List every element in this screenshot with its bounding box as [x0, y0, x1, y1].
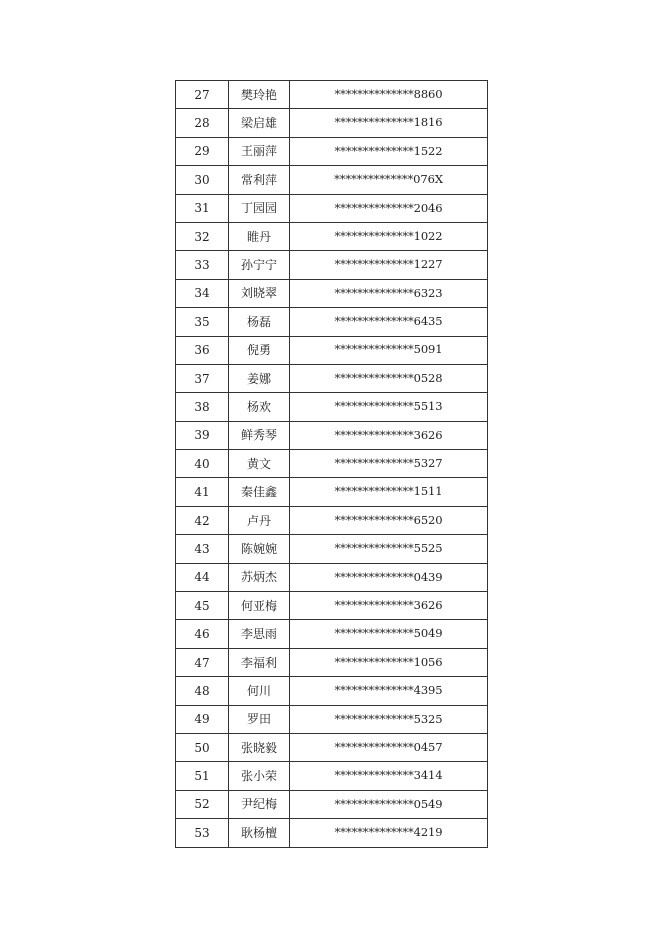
name-cell: 杨欢 [229, 393, 290, 421]
table-row [176, 819, 488, 847]
masked-id-cell: **************6323 [290, 279, 488, 307]
row-number-cell: 36 [176, 336, 229, 364]
name-cell: 张晓毅 [229, 733, 290, 761]
roster-table-body [176, 81, 488, 848]
row-number-cell: 28 [176, 109, 229, 137]
row-number-cell: 43 [176, 535, 229, 563]
name-cell: 耿杨檀 [229, 819, 290, 847]
name-cell: 梁启雄 [229, 109, 290, 137]
row-number-cell: 39 [176, 421, 229, 449]
row-number-cell: 45 [176, 592, 229, 620]
name-cell: 杨磊 [229, 308, 290, 336]
table-row [176, 733, 488, 761]
table-row [176, 194, 488, 222]
name-cell: 黄文 [229, 450, 290, 478]
table-row [176, 308, 488, 336]
masked-id-cell: **************5327 [290, 450, 488, 478]
masked-id-cell: **************1022 [290, 222, 488, 250]
table-row [176, 137, 488, 165]
row-number-cell: 40 [176, 450, 229, 478]
table-row [176, 506, 488, 534]
masked-id-cell: **************5049 [290, 620, 488, 648]
table-row [176, 762, 488, 790]
table-row [176, 109, 488, 137]
name-cell: 丁园园 [229, 194, 290, 222]
table-row [176, 648, 488, 676]
row-number-cell: 31 [176, 194, 229, 222]
name-cell: 李思雨 [229, 620, 290, 648]
table-row [176, 563, 488, 591]
masked-id-cell: **************8860 [290, 81, 488, 109]
row-number-cell: 29 [176, 137, 229, 165]
name-cell: 睢丹 [229, 222, 290, 250]
row-number-cell: 44 [176, 563, 229, 591]
name-cell: 刘晓翠 [229, 279, 290, 307]
table-row [176, 222, 488, 250]
row-number-cell: 48 [176, 677, 229, 705]
row-number-cell: 52 [176, 790, 229, 818]
name-cell: 尹纪梅 [229, 790, 290, 818]
table-row [176, 450, 488, 478]
table-row [176, 705, 488, 733]
masked-id-cell: **************4219 [290, 819, 488, 847]
name-cell: 樊玲艳 [229, 81, 290, 109]
table-row [176, 364, 488, 392]
masked-id-cell: **************4395 [290, 677, 488, 705]
masked-id-cell: **************0457 [290, 733, 488, 761]
name-cell: 罗田 [229, 705, 290, 733]
masked-id-cell: **************6435 [290, 308, 488, 336]
name-cell: 孙宁宁 [229, 251, 290, 279]
table-row [176, 478, 488, 506]
row-number-cell: 27 [176, 81, 229, 109]
row-number-cell: 51 [176, 762, 229, 790]
masked-id-cell: **************3626 [290, 421, 488, 449]
masked-id-cell: **************0549 [290, 790, 488, 818]
row-number-cell: 34 [176, 279, 229, 307]
name-cell: 王丽萍 [229, 137, 290, 165]
masked-id-cell: **************5525 [290, 535, 488, 563]
masked-id-cell: **************0439 [290, 563, 488, 591]
name-cell: 秦佳鑫 [229, 478, 290, 506]
name-cell: 鲜秀琴 [229, 421, 290, 449]
table-row [176, 336, 488, 364]
masked-id-cell: **************1816 [290, 109, 488, 137]
table-row [176, 251, 488, 279]
table-row [176, 166, 488, 194]
table-row [176, 790, 488, 818]
table-row [176, 81, 488, 109]
row-number-cell: 47 [176, 648, 229, 676]
masked-id-cell: **************3626 [290, 592, 488, 620]
row-number-cell: 37 [176, 364, 229, 392]
table-row [176, 421, 488, 449]
name-cell: 李福利 [229, 648, 290, 676]
roster-table [175, 80, 488, 848]
row-number-cell: 30 [176, 166, 229, 194]
masked-id-cell: **************6520 [290, 506, 488, 534]
row-number-cell: 41 [176, 478, 229, 506]
table-row [176, 620, 488, 648]
masked-id-cell: **************5091 [290, 336, 488, 364]
row-number-cell: 38 [176, 393, 229, 421]
table-row [176, 279, 488, 307]
row-number-cell: 42 [176, 506, 229, 534]
name-cell: 何亚梅 [229, 592, 290, 620]
masked-id-cell: **************1522 [290, 137, 488, 165]
masked-id-cell: **************0528 [290, 364, 488, 392]
row-number-cell: 33 [176, 251, 229, 279]
table-row [176, 592, 488, 620]
name-cell: 陈婉婉 [229, 535, 290, 563]
name-cell: 倪勇 [229, 336, 290, 364]
masked-id-cell: **************2046 [290, 194, 488, 222]
name-cell: 卢丹 [229, 506, 290, 534]
table-row [176, 535, 488, 563]
row-number-cell: 49 [176, 705, 229, 733]
name-cell: 张小荣 [229, 762, 290, 790]
name-cell: 何川 [229, 677, 290, 705]
row-number-cell: 50 [176, 733, 229, 761]
masked-id-cell: **************076X [290, 166, 488, 194]
name-cell: 苏炳杰 [229, 563, 290, 591]
masked-id-cell: **************1511 [290, 478, 488, 506]
name-cell: 常利萍 [229, 166, 290, 194]
row-number-cell: 53 [176, 819, 229, 847]
table-row [176, 393, 488, 421]
name-cell: 姜娜 [229, 364, 290, 392]
row-number-cell: 32 [176, 222, 229, 250]
masked-id-cell: **************5513 [290, 393, 488, 421]
masked-id-cell: **************3414 [290, 762, 488, 790]
row-number-cell: 46 [176, 620, 229, 648]
table-row [176, 677, 488, 705]
row-number-cell: 35 [176, 308, 229, 336]
masked-id-cell: **************5325 [290, 705, 488, 733]
masked-id-cell: **************1056 [290, 648, 488, 676]
masked-id-cell: **************1227 [290, 251, 488, 279]
